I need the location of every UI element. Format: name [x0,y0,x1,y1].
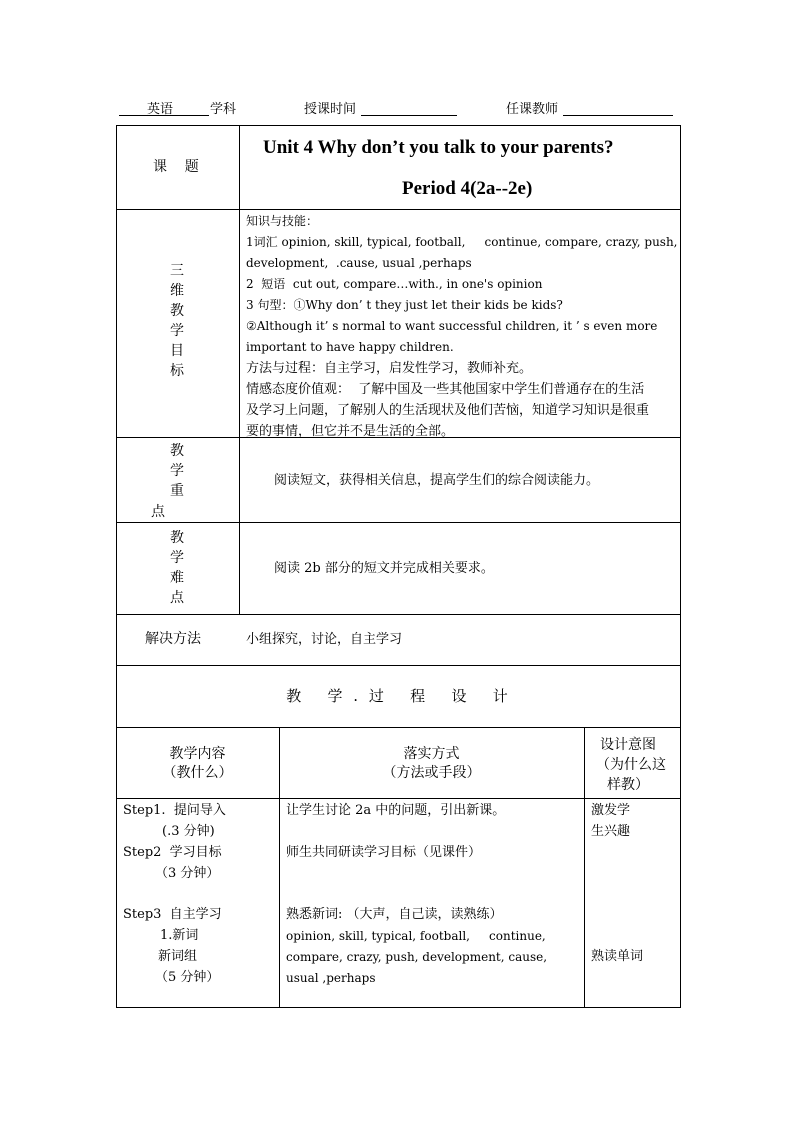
step-item: （3 分钟） [155,866,220,881]
subject-label: 学科 [210,102,237,117]
step-item: 1.新词 [160,928,199,943]
label-char: 学 [170,550,184,566]
method-item: 熟悉新词: （大声，自己读，读熟练） [286,907,503,922]
time-underline [361,98,457,116]
topic-label: 课 题 [153,159,199,175]
intent-item: 生兴趣 [591,824,631,839]
method-text: 小组探究，讨论，自主学习 [246,632,403,647]
header-line: （方法或手段） [382,765,481,781]
intent-item: 激发学 [591,803,631,818]
objectives-content [246,211,676,442]
method-item: opinion, skill, typical, football, continue, [286,929,546,943]
header-line: （为什么这 [596,757,666,773]
objective-line: ②Although it’ s normal to want successful children, it ’ s even more [246,319,658,333]
column-divider [584,727,585,1008]
objective-line: 情感态度价值观： 了解中国及一些其他国家中学生们普通存在的生活 [246,382,645,397]
header-line: 样教） [607,777,649,793]
label-char: 目 [170,343,184,359]
label-char: 标 [170,363,184,379]
objective-line: important to have happy children. [246,340,454,354]
objective-line: development, .cause, usual ,perhaps [246,256,472,270]
header-line: （教什么） [162,765,233,781]
label-char: 学 [170,463,184,479]
intent-item: 熟读单词 [591,949,644,964]
row-divider [116,209,681,210]
label-char: 学 [170,323,184,339]
lesson-title: Unit 4 Why don’t you talk to your parents? [263,137,614,158]
step-item: Step1. 提问导入 [123,803,226,818]
content-column-header [116,745,279,783]
objective-line: 3 句型：①Why don’ t they just let their kids be kids? [246,298,563,312]
label-char: 教 [170,443,184,459]
time-label: 授课时间 [304,102,357,117]
step-item: （5 分钟） [155,970,220,985]
page-header [119,98,679,118]
intent-column-header [590,735,666,795]
objective-line: 要的事情，但它并不是生活的全部。 [246,424,455,439]
method-item: 师生共同研读学习目标（见课件） [286,845,482,860]
process-title: 教 学 . 过 程 设 计 [286,687,511,705]
header-line: 教学内容 [169,746,226,762]
teacher-label: 任课教师 [506,102,559,117]
method-item: 让学生讨论 2a 中的问题，引出新课。 [286,803,506,818]
step-item: 新词组 [158,949,198,964]
subject-value: 英语 [147,102,174,117]
objective-line: 方法与过程：自主学习，启发性学习，教师补充。 [246,361,533,376]
label-char: 重 [170,483,184,499]
objective-line: 及学习上问题，了解别人的生活现状及他们苦恼，知道学习知识是很重 [246,403,650,418]
label-char: 点 [151,504,165,520]
row-divider [116,614,681,615]
header-line: 设计意图 [600,737,656,753]
objective-line: 知识与技能： [246,214,319,228]
row-divider [116,727,681,728]
objective-line: 2 短语 cut out, compare…with., in one's opinion [246,277,543,291]
objective-line: 1词汇 opinion, skill, typical, football, continue, compare, crazy, push, [246,235,678,249]
header-line: 落实方式 [403,746,460,762]
method-item: compare, crazy, push, development, cause, [286,950,548,964]
lesson-period: Period 4(2a--2e) [402,178,533,199]
label-char: 教 [170,530,184,546]
difficult-points-label [167,528,187,608]
label-char: 教 [170,303,184,319]
label-char: 点 [170,590,184,606]
row-divider [116,522,681,523]
key-points-label [167,441,187,501]
row-divider [116,798,681,799]
method-label: 解决方法 [145,631,201,647]
key-points-text: 阅读短文，获得相关信息，提高学生们的综合阅读能力。 [274,473,600,488]
label-char: 难 [170,570,184,586]
teacher-underline [563,98,673,116]
step-item: Step2 学习目标 [123,845,222,860]
label-column-divider [239,125,240,615]
difficult-points-text: 阅读 2b 部分的短文并完成相关要求。 [274,561,494,576]
method-item: usual ,perhaps [286,971,376,985]
label-char: 维 [170,283,184,299]
method-column-header [279,745,584,783]
objectives-label [167,261,187,381]
step-item: (.3 分钟) [162,824,215,839]
step-item: Step3 自主学习 [123,907,222,922]
label-char: 三 [170,263,184,279]
